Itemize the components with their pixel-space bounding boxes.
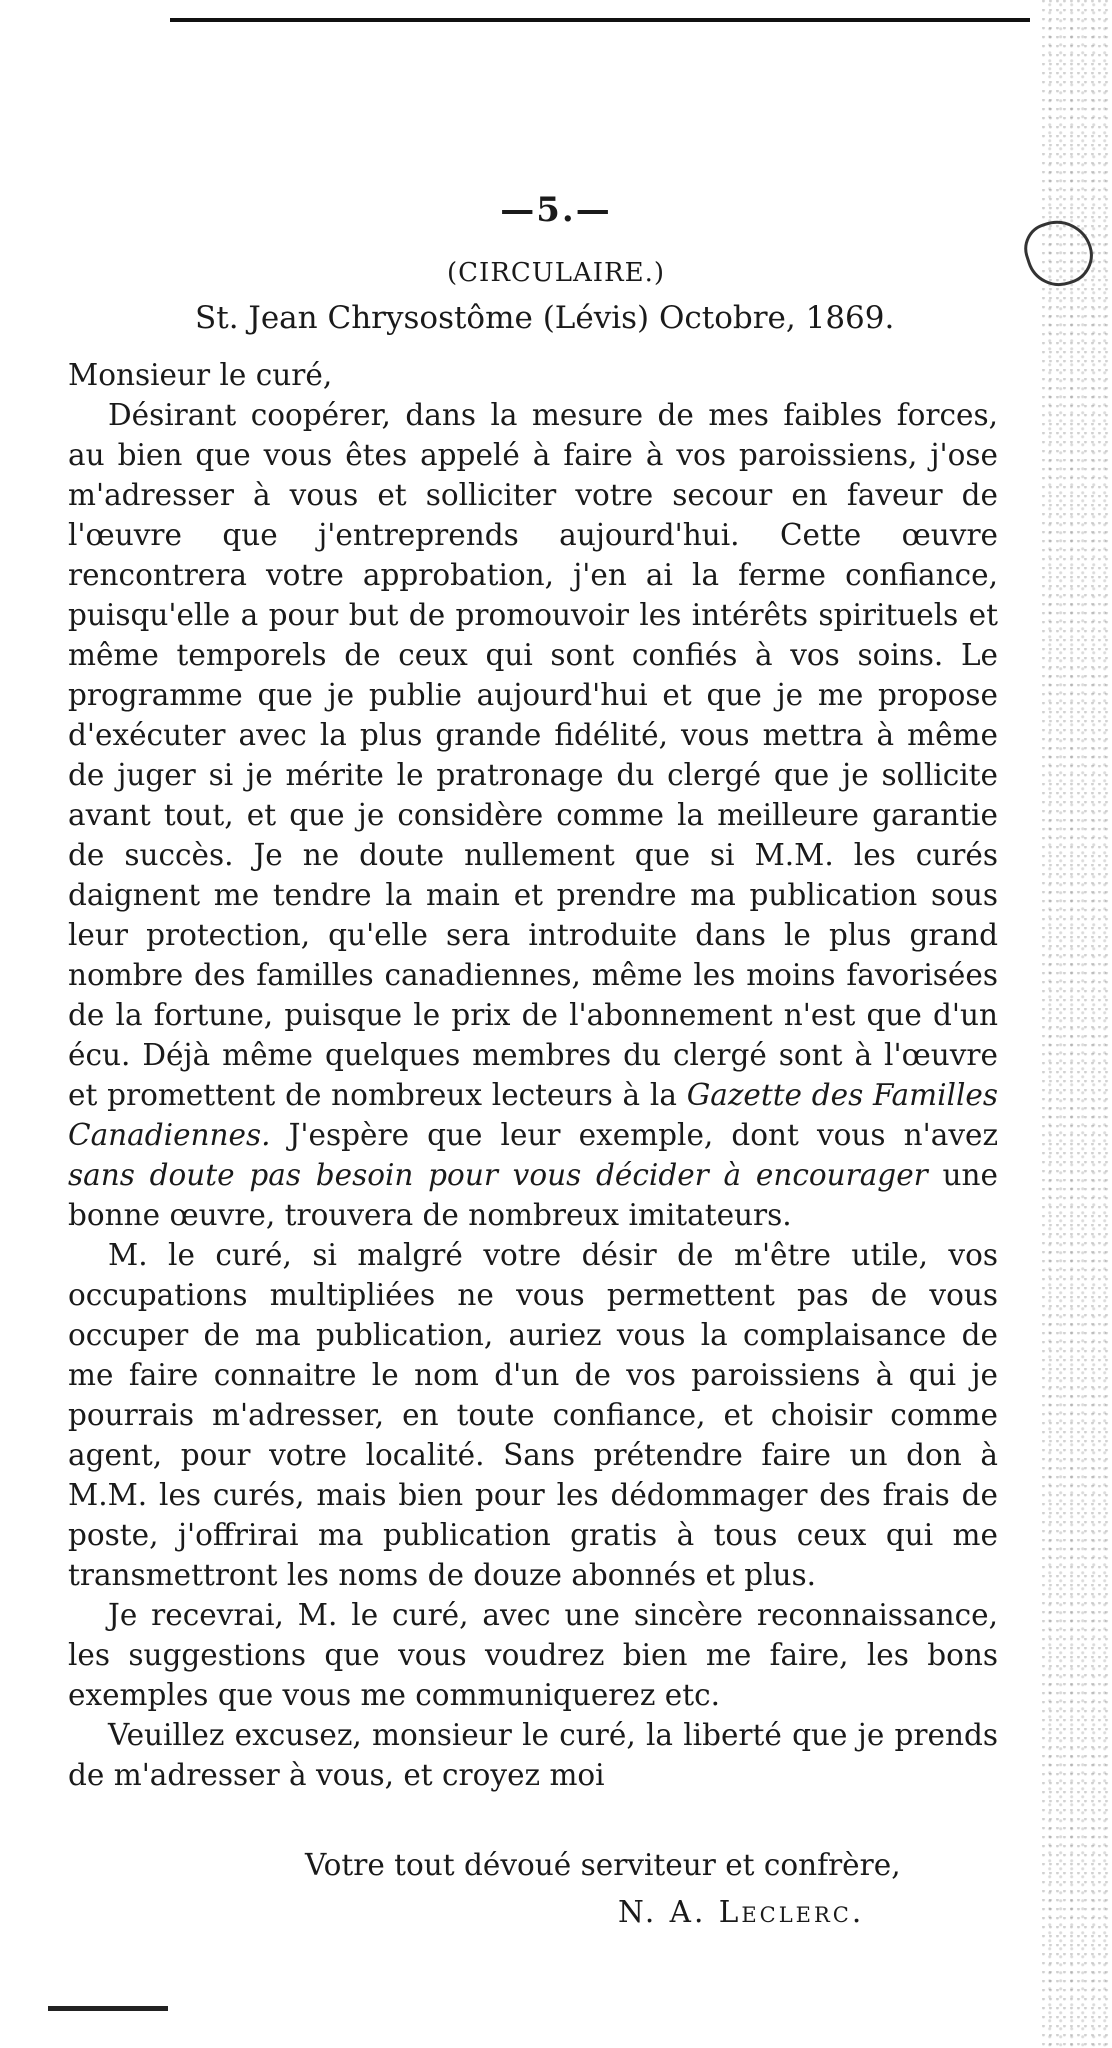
- scan-edge-noise: [1042, 0, 1112, 2048]
- paragraph-3: Je recevrai, M. le curé, avec une sincère reconnaissance, les suggestions que vous voudrez bien me faire, les bons exemples que vous me communiquerez etc.: [68, 1598, 998, 1712]
- paragraph-1-end: une bonne œuvre, trouvera de nombreux imitateurs.: [68, 1158, 998, 1232]
- closing-line: Votre tout dévoué serviteur et confrère,: [305, 1848, 901, 1882]
- salutation: Monsieur le curé,: [68, 358, 333, 392]
- top-rule: [170, 18, 1030, 22]
- signature: N. A. Leclerc.: [618, 1895, 865, 1929]
- dateline: St. Jean Chrysostôme (Lévis) Octobre, 1869.: [195, 300, 895, 336]
- gazette-title: Gazette des Familles Canadiennes.: [68, 1078, 998, 1152]
- letter-body: [68, 355, 998, 1795]
- paragraph-1-text: Désirant coopérer, dans la mesure de mes faibles forces, au bien que vous êtes appelé à faire à vos paroissiens, j'ose m'adresser à vous et solliciter votre secour en faveur de l'œuvre que j'entreprends aujourd'hui. Cette œuvre rencontrera votre approbation, j'en ai la ferme confiance, puisqu'elle a pour but de promouvoir les intérêts spirituels et même temporels de ceux qui sont confiés à vos soins. Le programme que je publie aujourd'hui et que je me propose d'exécuter avec la plus grande fidélité, vous mettra à même de juger si je mérite le pratronage du clergé que je sollicite avant tout, et que je considère comme la meilleure garantie de succès. Je ne doute nullement que si M.M. les curés daignent me tendre la main et prendre ma publication sous leur protection, qu'elle sera introduite dans le plus grand nombre des familles canadiennes, même les moins favorisées de la fortune, puisque le prix de l'abonnement n'est que d'un écu. Déjà même quelques membres du clergé sont à l'œuvre et promettent de nombreux lecteurs à la: [68, 398, 998, 1112]
- bottom-rule: [48, 2006, 168, 2011]
- paragraph-1-cont: J'espère que leur exemple, dont vous n'avez: [288, 1118, 998, 1152]
- paragraph-4: Veuillez excusez, monsieur le curé, la liberté que je prends de m'adresser à vous, et croyez moi: [68, 1718, 998, 1792]
- document-heading: (CIRCULAIRE.): [447, 258, 665, 288]
- paragraph-1-italic: sans doute pas besoin pour vous décider à encourager: [68, 1158, 928, 1192]
- page-number: —5.—: [500, 190, 612, 230]
- paragraph-2: M. le curé, si malgré votre désir de m'être utile, vos occupations multipliées ne vous permettent pas de vous occuper de ma publication, auriez vous la complaisance de me faire connaitre le nom d'un de vos paroissiens à qui je pourrais m'adresser, en toute confiance, et choisir comme agent, pour votre localité. Sans prétendre faire un don à M.M. les curés, mais bien pour les dédommager des frais de poste, j'offrirai ma publication gratis à tous ceux qui me transmettront les noms de douze abonnés et plus.: [68, 1238, 998, 1592]
- paragraph-1: [68, 395, 998, 1235]
